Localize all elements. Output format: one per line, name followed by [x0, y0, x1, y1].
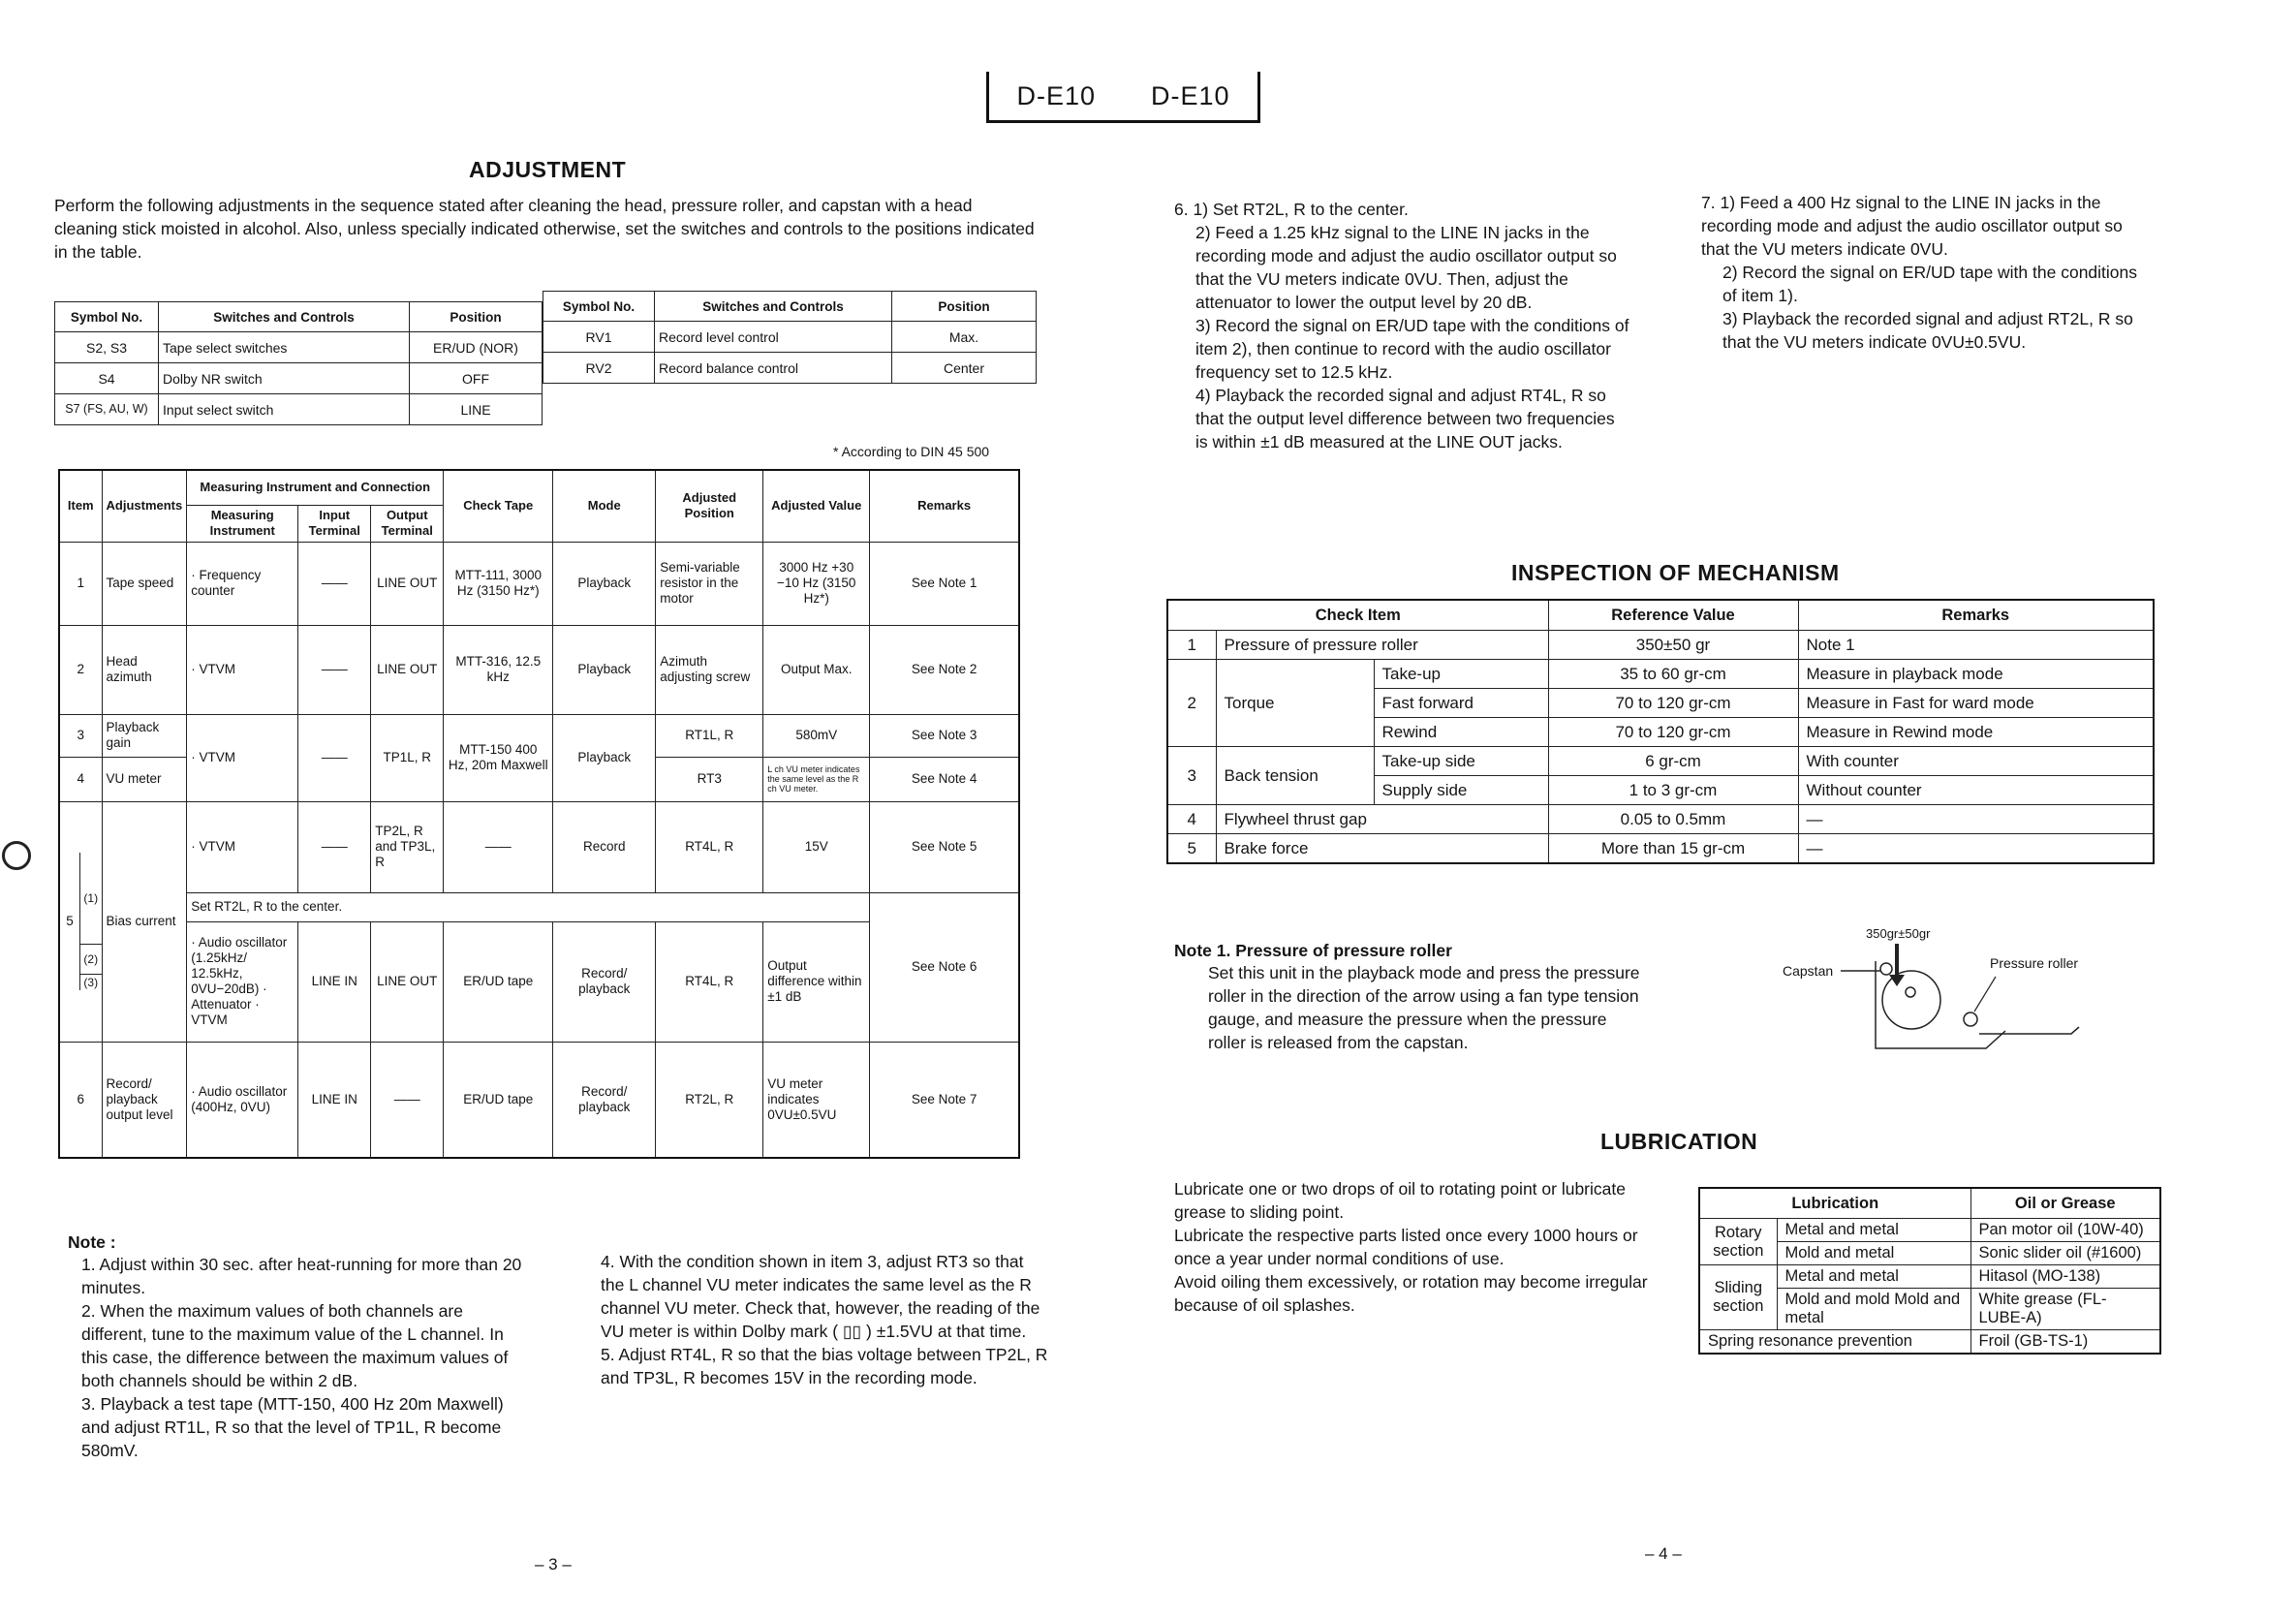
cell: Center	[892, 353, 1037, 384]
cell: Azimuth adjusting screw	[656, 625, 763, 714]
table-row	[59, 714, 1019, 757]
cell: 350±50 gr	[1548, 631, 1798, 660]
cell: ——	[298, 542, 371, 625]
cell: Metal and metal	[1777, 1265, 1970, 1289]
cell: OFF	[410, 363, 543, 394]
cell: ——	[298, 801, 371, 892]
note1-text: Set this unit in the playback mode and press the pressure roller in the direction of the arrow using a fan type tension gauge, and measure the pressure when the pressure roller is released from the capstan.	[1208, 963, 1640, 1052]
cell: Froil (GB-TS-1)	[1970, 1330, 2160, 1355]
col-mode: Mode	[553, 470, 656, 542]
table-row	[1167, 747, 2154, 776]
col-adjustments: Adjustments	[102, 470, 187, 542]
lubrication-table	[1698, 1187, 2161, 1355]
cell: ——	[298, 714, 371, 801]
cell: Tape speed	[102, 542, 187, 625]
list-item: 2. When the maximum values of both channels are different, tune to the maximum value of the L channel. In this case, the difference between the maximum values of both channels should be within 2 dB.	[81, 1301, 509, 1390]
model-header	[986, 72, 1260, 123]
col-symbol: Symbol No.	[55, 302, 159, 332]
cell: See Note 4	[870, 757, 1019, 801]
table-row	[1167, 631, 2154, 660]
cell: 4	[1167, 805, 1216, 834]
cell: Note 1	[1798, 631, 2154, 660]
table-row	[1167, 805, 2154, 834]
mechanism-drawing	[1781, 922, 2115, 1058]
page-number-left: – 3 –	[535, 1555, 572, 1573]
cell: LINE IN	[298, 1042, 371, 1158]
cell: Head azimuth	[102, 625, 187, 714]
col-measuring-instrument: Measuring Instrument	[187, 505, 298, 542]
cell: Metal and metal	[1777, 1219, 1970, 1242]
model-right: D-E10	[1150, 80, 1230, 110]
roller-label: Pressure roller	[1990, 955, 2079, 971]
cell: 5	[1167, 834, 1216, 864]
list-item: 3) Record the signal on ER/UD tape with the conditions of item 2), then continue to record with the audio oscillator frequency set to 12.5 kHz.	[1195, 316, 1629, 382]
cell: See Note 3	[870, 714, 1019, 757]
cell: Measure in playback mode	[1798, 660, 2154, 689]
cell: RT1L, R	[656, 714, 763, 757]
list-item: 5. Adjust RT4L, R so that the bias voltage between TP2L, R and TP3L, R becomes 15V in the recording mode.	[601, 1345, 1048, 1387]
cell: Playback	[553, 625, 656, 714]
cell: 3	[59, 714, 102, 757]
inspection-title: INSPECTION OF MECHANISM	[1511, 560, 1840, 585]
cell: ER/UD (NOR)	[410, 332, 543, 363]
capstan-label: Capstan	[1783, 963, 1834, 979]
cell: See Note 2	[870, 625, 1019, 714]
cell: Measure in Fast for ward mode	[1798, 689, 2154, 718]
table-row	[543, 322, 1037, 353]
cell: Sliding section	[1699, 1265, 1777, 1330]
adjustment-table	[58, 469, 1020, 1159]
cell: 1	[1167, 631, 1216, 660]
adjustment-title: ADJUSTMENT	[469, 157, 627, 182]
cell: RT2L, R	[656, 1042, 763, 1158]
cell: Hitasol (MO-138)	[1970, 1265, 2160, 1289]
cell: ER/UD tape	[444, 921, 553, 1042]
cell: Record balance control	[655, 353, 892, 384]
col-check-tape: Check Tape	[444, 470, 553, 542]
table-row	[543, 353, 1037, 384]
cell: ER/UD tape	[444, 1042, 553, 1158]
list-item: 1. Adjust within 30 sec. after heat-running for more than 20 minutes.	[81, 1255, 522, 1297]
cell: —	[1798, 834, 2154, 864]
cell: Fast forward	[1374, 689, 1548, 718]
cell: 0.05 to 0.5mm	[1548, 805, 1798, 834]
cell: 6 gr-cm	[1548, 747, 1798, 776]
cell: Max.	[892, 322, 1037, 353]
page-number-right: – 4 –	[1645, 1544, 1682, 1563]
cell: TP2L, R and TP3L, R	[371, 801, 444, 892]
list-item: 4) Playback the recorded signal and adjust RT4L, R so that the output level difference between two frequencies is within ±1 dB measured at the LINE OUT jacks.	[1195, 386, 1615, 452]
list-item: 3. Playback a test tape (MTT-150, 400 Hz 20m Maxwell) and adjust RT1L, R so that the level of TP1L, R become 580mV.	[81, 1394, 504, 1460]
cell: With counter	[1798, 747, 2154, 776]
switch-table-left	[54, 301, 543, 425]
cell: LINE OUT	[371, 625, 444, 714]
cell: (3)	[83, 976, 99, 989]
cell: Record/ playback	[553, 921, 656, 1042]
list-item: 2) Record the signal on ER/UD tape with the conditions of item 1).	[1722, 263, 2138, 305]
cell: VU meter	[102, 757, 187, 801]
table-row	[1699, 1219, 2160, 1242]
cell: 70 to 120 gr-cm	[1548, 718, 1798, 747]
cell: White grease (FL-LUBE-A)	[1970, 1289, 2160, 1330]
table-row	[55, 394, 543, 425]
cell: See Note 1	[870, 542, 1019, 625]
cell: S7 (FS, AU, W)	[55, 394, 159, 425]
cell: Tape select switches	[159, 332, 410, 363]
cell: RV2	[543, 353, 655, 384]
note-title: Note :	[68, 1232, 116, 1252]
notes-list-mid	[601, 1250, 1051, 1389]
cell: LINE IN	[298, 921, 371, 1042]
cell: S2, S3	[55, 332, 159, 363]
col-position: Position	[892, 292, 1037, 322]
cell: L ch VU meter indicates the same level as the R ch VU meter.	[763, 757, 870, 801]
list-item: 2) Feed a 1.25 kHz signal to the LINE IN jacks in the recording mode and adjust the audio oscillator output so that the VU meters indicate 0VU. Then, adjust the attenuator to lower the output level by 20 dB.	[1195, 223, 1617, 312]
cell: Playback	[553, 714, 656, 801]
cell: ——	[444, 801, 553, 892]
table-row	[1167, 660, 2154, 689]
cell: RV1	[543, 322, 655, 353]
cell: MTT-111, 3000 Hz (3150 Hz*)	[444, 542, 553, 625]
table-row	[55, 363, 543, 394]
pressure-roller-diagram	[1781, 922, 2115, 1058]
lubrication-paragraph: Lubricate the respective parts listed once every 1000 hours or once a year under normal conditions of use.	[1174, 1226, 1638, 1268]
cell: Torque	[1216, 660, 1374, 747]
col-remarks: Remarks	[1798, 600, 2154, 631]
cell: Playback gain	[102, 714, 187, 757]
table-row	[1167, 834, 2154, 864]
table-row	[1699, 1265, 2160, 1289]
cell: RT4L, R	[656, 921, 763, 1042]
cell: · Frequency counter	[187, 542, 298, 625]
cell: · Audio oscillator (400Hz, 0VU)	[187, 1042, 298, 1158]
cell: See Note 7	[870, 1042, 1019, 1158]
cell: Measure in Rewind mode	[1798, 718, 2154, 747]
cell: 15V	[763, 801, 870, 892]
cell: Bias current	[102, 801, 187, 1042]
cell: MTT-316, 12.5 kHz	[444, 625, 553, 714]
cell: ——	[298, 625, 371, 714]
notes-list-left	[81, 1253, 532, 1462]
col-output-terminal: Output Terminal	[371, 505, 444, 542]
cell: Without counter	[1798, 776, 2154, 805]
cell: Pan motor oil (10W-40)	[1970, 1219, 2160, 1242]
lubrication-text	[1174, 1177, 1649, 1317]
cell: Flywheel thrust gap	[1216, 805, 1548, 834]
lubrication-paragraph: Lubricate one or two drops of oil to rotating point or lubricate grease to sliding point.	[1174, 1179, 1626, 1222]
cell: RT4L, R	[656, 801, 763, 892]
cell: Record	[553, 801, 656, 892]
cell: 35 to 60 gr-cm	[1548, 660, 1798, 689]
cell: 2	[59, 625, 102, 714]
col-remarks: Remarks	[870, 470, 1019, 542]
cell: S4	[55, 363, 159, 394]
list-item: 4. With the condition shown in item 3, adjust RT3 so that the L channel VU meter indicates the same level as the R channel VU meter. Check that, however, the reading of the VU meter is within Dolby mark ( ▯▯ ) ±1.5VU at that time.	[601, 1252, 1040, 1341]
table-row	[59, 542, 1019, 625]
cell: Set RT2L, R to the center.	[187, 892, 870, 921]
cell: Playback	[553, 542, 656, 625]
table-row	[59, 625, 1019, 714]
cell: TP1L, R	[371, 714, 444, 801]
cell: 3	[1167, 747, 1216, 805]
cell: Take-up	[1374, 660, 1548, 689]
cell: (2)	[80, 945, 102, 975]
cell: LINE OUT	[371, 542, 444, 625]
col-reference-value: Reference Value	[1548, 600, 1798, 631]
note1-title: Note 1. Pressure of pressure roller	[1174, 941, 1452, 960]
col-switch: Switches and Controls	[159, 302, 410, 332]
cell: Brake force	[1216, 834, 1548, 864]
table-row	[1699, 1330, 2160, 1355]
force-label: 350gr±50gr	[1866, 926, 1931, 941]
cell: RT3	[656, 757, 763, 801]
cell: Record/ playback output level	[102, 1042, 187, 1158]
cell: Mold and metal	[1777, 1242, 1970, 1265]
cell: More than 15 gr-cm	[1548, 834, 1798, 864]
cell: ——	[371, 1042, 444, 1158]
col-lubrication: Lubrication	[1699, 1188, 1970, 1219]
cell: 2	[1167, 660, 1216, 747]
table-row	[59, 1042, 1019, 1158]
cell: 1	[59, 542, 102, 625]
list-item: 7. 1) Feed a 400 Hz signal to the LINE IN jacks in the recording mode and adjust the audio oscillator output so that the VU meters indicate 0VU.	[1701, 193, 2123, 259]
col-input-terminal: Input Terminal	[298, 505, 371, 542]
cell: 580mV	[763, 714, 870, 757]
cell: —	[1798, 805, 2154, 834]
cell: Rotary section	[1699, 1219, 1777, 1265]
col-switch: Switches and Controls	[655, 292, 892, 322]
switch-table-right	[543, 291, 1037, 384]
table-row	[59, 892, 1019, 921]
col-item: Item	[59, 470, 102, 542]
col-check-item: Check Item	[1167, 600, 1548, 631]
cell: Input select switch	[159, 394, 410, 425]
cell: Rewind	[1374, 718, 1548, 747]
cell: · VTVM	[187, 625, 298, 714]
cell: LINE OUT	[371, 921, 444, 1042]
cell: See Note 6	[870, 892, 1019, 1042]
lubrication-paragraph: Avoid oiling them excessively, or rotation may become irregular because of oil splashes.	[1174, 1272, 1648, 1315]
list-item: 3) Playback the recorded signal and adjust RT2L, R so that the VU meters indicate 0VU±0.5VU.	[1722, 309, 2133, 352]
note6-list	[1174, 198, 1629, 453]
cell: Semi-variable resistor in the motor	[656, 542, 763, 625]
cell: · Audio oscillator (1.25kHz/ 12.5kHz, 0VU−20dB) · Attenuator · VTVM	[187, 921, 298, 1042]
cell: Back tension	[1216, 747, 1374, 805]
cell: 1 to 3 gr-cm	[1548, 776, 1798, 805]
cell: Output difference within ±1 dB	[763, 921, 870, 1042]
list-item: 6. 1) Set RT2L, R to the center.	[1174, 200, 1409, 219]
cell: 5	[66, 914, 74, 928]
col-position: Position	[410, 302, 543, 332]
cell: 70 to 120 gr-cm	[1548, 689, 1798, 718]
cell: · VTVM	[187, 801, 298, 892]
cell: Record level control	[655, 322, 892, 353]
cell: Dolby NR switch	[159, 363, 410, 394]
cell: Sonic slider oil (#1600)	[1970, 1242, 2160, 1265]
cell: MTT-150 400 Hz, 20m Maxwell	[444, 714, 553, 801]
cell: 6	[59, 1042, 102, 1158]
model-left: D-E10	[1016, 80, 1097, 110]
punch-hole-mark	[2, 841, 31, 870]
note7-list	[1701, 191, 2151, 354]
cell: See Note 5	[870, 801, 1019, 892]
col-measuring-group: Measuring Instrument and Connection	[187, 470, 444, 505]
col-adjusted-position: Adjusted Position	[656, 470, 763, 542]
cell: Supply side	[1374, 776, 1548, 805]
table-row	[59, 801, 1019, 892]
cell: 3000 Hz +30 −10 Hz (3150 Hz*)	[763, 542, 870, 625]
adjustment-intro: Perform the following adjustments in the sequence stated after cleaning the head, pressure roller, and capstan with a head cleaning stick moisted in alcohol. Also, unless specially indicated otherwise, set the switches and controls to the positions indicated in the table.	[54, 196, 1035, 262]
din-note: * According to DIN 45 500	[833, 444, 990, 459]
inspection-table	[1166, 599, 2155, 864]
cell: Spring resonance prevention	[1699, 1330, 1970, 1355]
col-adjusted-value: Adjusted Value	[763, 470, 870, 542]
cell: Mold and mold Mold and metal	[1777, 1289, 1970, 1330]
cell: Take-up side	[1374, 747, 1548, 776]
cell: (1)	[80, 853, 102, 945]
lubrication-title: LUBRICATION	[1600, 1129, 1758, 1154]
cell: Record/ playback	[553, 1042, 656, 1158]
col-oil: Oil or Grease	[1970, 1188, 2160, 1219]
table-row	[55, 332, 543, 363]
col-symbol: Symbol No.	[543, 292, 655, 322]
cell: LINE	[410, 394, 543, 425]
cell: VU meter indicates 0VU±0.5VU	[763, 1042, 870, 1158]
cell: · VTVM	[187, 714, 298, 801]
cell: 4	[59, 757, 102, 801]
cell: Pressure of pressure roller	[1216, 631, 1548, 660]
cell: Output Max.	[763, 625, 870, 714]
